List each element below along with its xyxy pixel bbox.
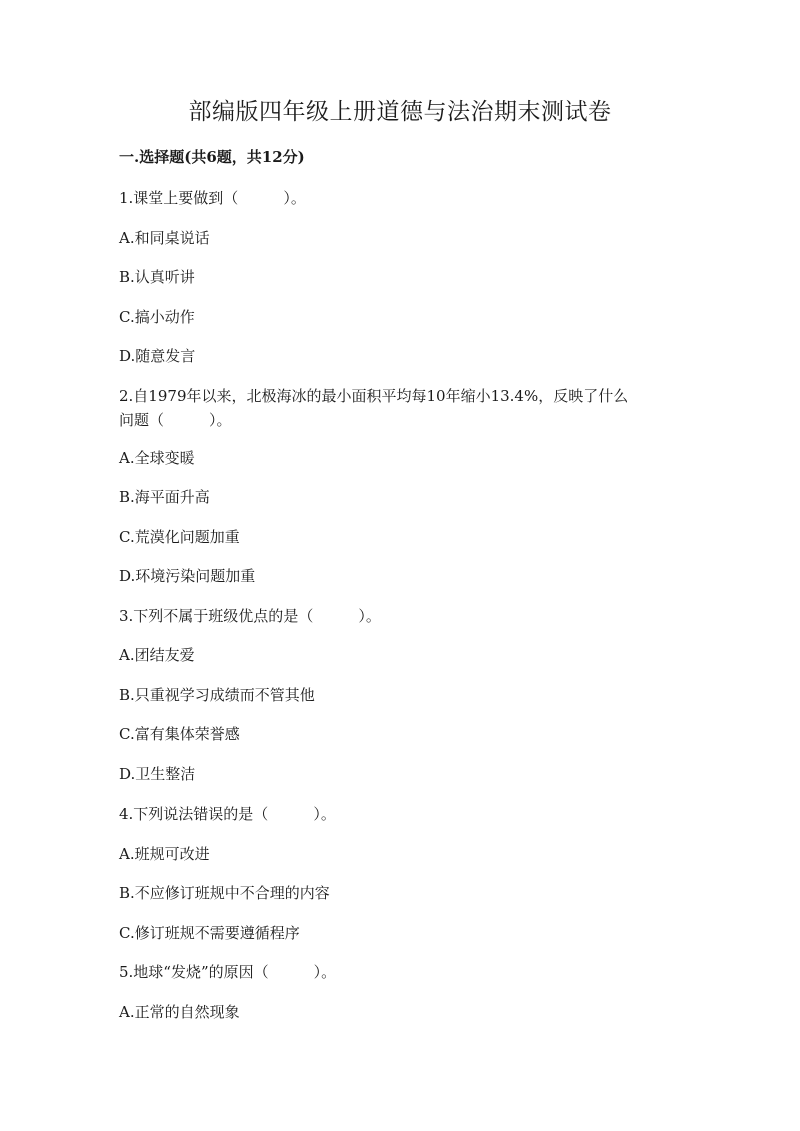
question-2-option-d: D.环境污染问题加重	[119, 567, 256, 585]
question-2-stem-line-1: 2.自1979年以来，北极海冰的最小面积平均每10年缩小13.4%，反映了什么	[119, 387, 629, 405]
question-4-stem: 4.下列说法错误的是（ ）。	[119, 805, 336, 823]
question-3-option-a: A.团结友爱	[119, 646, 195, 664]
question-3-option-c: C.富有集体荣誉感	[119, 725, 240, 743]
question-1-stem: 1.课堂上要做到（ ）。	[119, 189, 306, 207]
question-3-option-b: B.只重视学习成绩而不管其他	[119, 686, 315, 704]
question-5-option-a: A.正常的自然现象	[119, 1003, 240, 1021]
question-4-option-a: A.班规可改进	[119, 845, 210, 863]
question-1-option-a: A.和同桌说话	[119, 229, 210, 247]
question-1-option-b: B.认真听讲	[119, 268, 195, 286]
question-3-stem: 3.下列不属于班级优点的是（ ）。	[119, 607, 381, 625]
question-2-option-b: B.海平面升高	[119, 488, 210, 506]
question-1-option-d: D.随意发言	[119, 347, 196, 365]
section-heading: 一.选择题(共6题，共12分)	[119, 148, 305, 166]
question-3-option-d: D.卫生整洁	[119, 765, 196, 783]
question-2-stem-line-2: 问题（ ）。	[119, 411, 232, 429]
question-4-option-c: C.修订班规不需要遵循程序	[119, 924, 300, 942]
question-4-option-b: B.不应修订班规中不合理的内容	[119, 884, 330, 902]
question-2-option-c: C.荒漠化问题加重	[119, 528, 240, 546]
question-1-option-c: C.搞小动作	[119, 308, 195, 326]
question-2-option-a: A.全球变暖	[119, 449, 195, 467]
question-5-stem: 5.地球“发烧”的原因（ ）。	[119, 963, 337, 981]
page-title: 部编版四年级上册道德与法治期末测试卷	[188, 99, 612, 125]
